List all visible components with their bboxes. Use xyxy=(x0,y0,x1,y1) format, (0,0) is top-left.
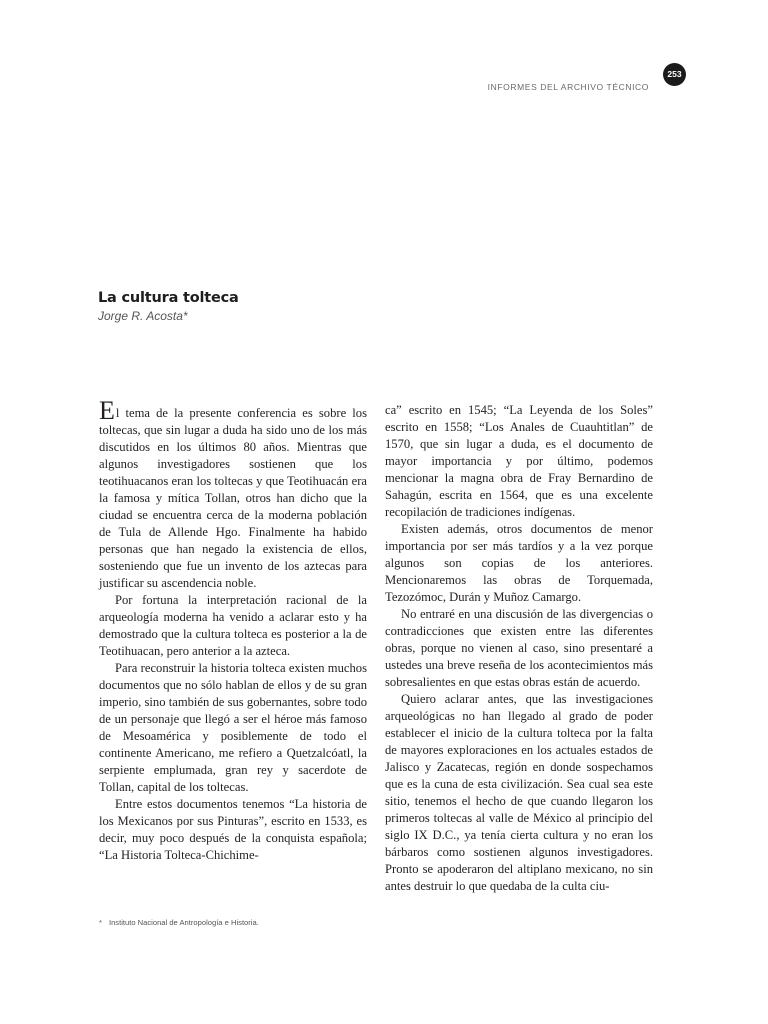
paragraph: Por fortuna la interpretación racional de la arqueología moderna ha venido a aclarar esto y ha demostrado que la cultura tolteca es posterior a la de Teotihuacan, pero anterior a la azteca. xyxy=(99,593,367,658)
article-title: La cultura tolteca xyxy=(98,290,239,306)
footnote-mark: * xyxy=(99,918,102,927)
page-number-badge: 253 xyxy=(663,63,686,86)
paragraph: Para reconstruir la historia tolteca existen muchos documentos que no sólo hablan de ellos y de su gran imperio, sino también de sus gobernantes, sobre todo de un personaje que llegó a ser el héroe más famoso de Mesoamérica y posiblemente de todo el continente Americano, me refiero a Quetzalcóatl, la serpiente emplumada, gran rey y sacerdote de Tollan, capital de los toltecas. xyxy=(99,661,367,794)
paragraph: ca” escrito en 1545; “La Leyenda de los Soles” escrito en 1558; “Los Anales de Cuauhtitlan” de 1570, que sin lugar a duda, es el documento de mayor importancia y por último, podemos mencionar la magna obra de Fray Bernardino de Sahagún, escrita en 1564, que es una excelente recopilación de tradiciones indígenas. xyxy=(385,403,653,519)
article-author: Jorge R. Acosta* xyxy=(98,309,188,323)
paragraph: No entraré en una discusión de las divergencias o contradicciones que existen entre las diferentes obras, porque no vienen al caso, sino presentaré a ustedes una breve reseña de los acontecimientos más sobresalientes en que estas obras están de acuerdo. xyxy=(385,607,653,689)
paragraph xyxy=(99,396,367,592)
paragraph: Entre estos documentos tenemos “La historia de los Mexicanos por sus Pinturas”, escrito en 1533, es decir, muy poco después de la conquista española; “La Historia Tolteca-Chichime- xyxy=(99,797,367,862)
paragraph: Existen además, otros documentos de menor importancia por ser más tardíos y a la vez porque algunos son copias de los anteriores. Mencionaremos las obras de Torquemada, Tezozómoc, Durán y Muñoz Camargo. xyxy=(385,522,653,604)
running-head: INFORMES DEL ARCHIVO TÉCNICO xyxy=(487,82,649,92)
drop-cap: E xyxy=(99,396,115,425)
footnote xyxy=(99,918,259,927)
paragraph-text: l tema de la presente conferencia es sobre los toltecas, que sin lugar a duda ha sido uno de los más discutidos en los últimos 80 años. Mientras que algunos investigadores sostienen que los teotihuacanos eran los toltecas y que Teotihuacán era la famosa y mítica Tollan, otros han dicho que la ciudad se encuentra cerca de la moderna población de Tula de Allende Hgo. Finalmente ha habido personas que han negado la existencia de ellos, sosteniendo que fue un invento de los aztecas para justificar su ascendencia noble. xyxy=(99,406,367,590)
text-column-left xyxy=(99,396,367,864)
footnote-text: Instituto Nacional de Antropología e Historia. xyxy=(108,918,259,927)
text-column-right xyxy=(385,402,653,895)
paragraph: Quiero aclarar antes, que las investigaciones arqueológicas no han llegado al grado de poder establecer el inicio de la cultura tolteca por la falta de mayores exploraciones en los actuales estados de Jalisco y Zacatecas, región en donde sospechamos que es la cuna de esta civilización. Sea cual sea este sitio, tenemos el hecho de que cuando llegaron los primeros toltecas al valle de México al principio del siglo IX D.C., ya tenía cierta cultura y no eran los bárbaros como sostienen algunos investigadores. Pronto se apoderaron del altiplano mexicano, no sin antes destruir lo que quedaba de la culta ciu- xyxy=(385,692,653,893)
